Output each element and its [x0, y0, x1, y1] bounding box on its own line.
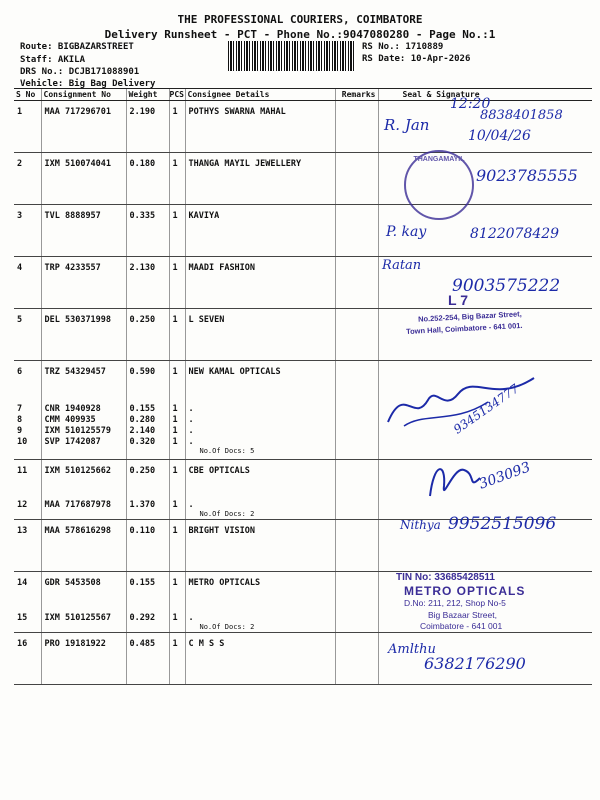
pcs [169, 572, 185, 633]
stamp-text: THANGAMAYIL [413, 156, 465, 163]
stamp-tin: TIN No: 33685428511 [396, 572, 495, 583]
stamp-address: D.No: 211, 212, Shop No-5 [404, 598, 506, 608]
weight: 2.190 [126, 101, 169, 153]
stamp-address: Town Hall, Coimbatore - 641 001. [405, 320, 523, 337]
cons-main: GDR 5453508 [44, 578, 101, 588]
sno: 2 [14, 153, 41, 205]
cons-main: TRZ 54329457 [44, 367, 106, 377]
consignment-no: MAA 578616298 [41, 520, 126, 572]
sig-phone: 6382176290 [424, 654, 526, 673]
pcs: 1 [169, 309, 185, 361]
cons-sub: SVP 1742087 [44, 437, 101, 447]
sno: 3 [14, 205, 41, 257]
stamp-address: Big Bazaar Street, [428, 610, 497, 620]
consignee: C M S S [185, 633, 335, 685]
cons-main: IXM 510125662 [44, 466, 112, 476]
sno-sub: 15 [17, 613, 28, 623]
cons-sub: CNR 1940928 [44, 404, 101, 414]
remarks [335, 101, 378, 153]
weight-sub: 2.140 [129, 426, 156, 436]
sno-sub: 7 [17, 404, 23, 414]
pcs [169, 361, 185, 460]
consignee-sub: . [188, 404, 194, 414]
pcs: 1 [169, 205, 185, 257]
sig-date: 10/04/26 [468, 128, 531, 144]
round-stamp [404, 150, 474, 220]
consignee-sub: . [188, 437, 194, 447]
weight [126, 572, 169, 633]
pcs: 1 [169, 101, 185, 153]
weight-sub: 0.155 [129, 404, 156, 414]
consignment-no [41, 361, 126, 460]
pcs-sub: 1 [172, 426, 178, 436]
col-seal-signature: Seal & Signature [378, 89, 592, 101]
weight-sub: 0.320 [129, 437, 156, 447]
stamp-title: L 7 [448, 292, 468, 308]
consignee [185, 572, 335, 633]
sig-phone: 8122078429 [470, 226, 560, 242]
weight-sub: 0.292 [129, 613, 156, 623]
consignee: MAADI FASHION [185, 257, 335, 309]
col-weight: Weight [126, 89, 169, 101]
sno [14, 460, 41, 520]
consignee: POTHYS SWARNA MAHAL [185, 101, 335, 153]
consignee: THANGA MAYIL JEWELLERY [185, 153, 335, 205]
pcs: 1 [169, 520, 185, 572]
col-consignee: Consignee Details [185, 89, 335, 101]
pcs-main: 1 [172, 367, 178, 377]
cons-sub: MAA 717687978 [44, 500, 112, 510]
pcs: 1 [169, 257, 185, 309]
drs-label: DRS No.: DCJB171088901 [20, 67, 140, 77]
sno-main: 11 [17, 466, 28, 476]
runsheet-subtitle: Delivery Runsheet - PCT - Phone No.:9047080280 - Page No.:1 [104, 28, 496, 41]
consignee-main: METRO OPTICALS [188, 578, 261, 588]
remarks [335, 460, 378, 520]
vehicle-label: Vehicle: Big Bag Delivery [20, 79, 156, 89]
sig-phone: 9952515096 [448, 514, 557, 534]
sig-phone: 9023785555 [476, 166, 578, 185]
weight [126, 460, 169, 520]
consignment-no [41, 460, 126, 520]
pcs-sub: 1 [172, 613, 178, 623]
sno: 5 [14, 309, 41, 361]
consignee-main: NEW KAMAL OPTICALS [188, 367, 281, 377]
sig-phone: 8838401858 [480, 108, 563, 123]
docs-count: No.Of Docs: 2 [199, 510, 255, 518]
sig-name: Ratan [382, 258, 422, 273]
pcs [169, 460, 185, 520]
pcs-sub: 1 [172, 500, 178, 510]
consignment-no: PRO 19181922 [41, 633, 126, 685]
route-label: Route: BIGBAZARSTREET [20, 42, 134, 52]
sno-sub: 8 [17, 415, 23, 425]
sig-name: Nithya [400, 518, 441, 532]
consignment-no: TRP 4233557 [41, 257, 126, 309]
sno: 4 [14, 257, 41, 309]
remarks [335, 633, 378, 685]
rs-number: RS No.: 1710889 [362, 42, 444, 52]
sig-name: Amlthu [388, 642, 436, 657]
consignee: BRIGHT VISION [185, 520, 335, 572]
stamp-address: Coimbatore - 641 001 [420, 621, 503, 631]
consignee [185, 460, 335, 520]
sig-name: P. kay [386, 224, 427, 240]
weight: 0.485 [126, 633, 169, 685]
stamp-address: No.252-254, Big Bazar Street, [417, 309, 522, 324]
weight [126, 361, 169, 460]
consignee: KAVIYA [185, 205, 335, 257]
cons-sub: IXM 510125579 [44, 426, 112, 436]
weight: 2.130 [126, 257, 169, 309]
docs-count: No.Of Docs: 2 [199, 623, 255, 631]
cons-sub: CMM 409935 [44, 415, 96, 425]
consignment-no: MAA 717296701 [41, 101, 126, 153]
weight-sub: 0.280 [129, 415, 156, 425]
pcs-main: 1 [172, 578, 178, 588]
col-pcs: PCS [169, 90, 184, 99]
weight: 0.110 [126, 520, 169, 572]
signature-scribble [424, 456, 484, 506]
weight: 0.335 [126, 205, 169, 257]
sno-sub: 9 [17, 426, 23, 436]
sno-main: 6 [17, 367, 23, 377]
sno-main: 14 [17, 578, 28, 588]
docs-count: No.Of Docs: 5 [199, 447, 255, 455]
pcs-sub: 1 [172, 437, 178, 447]
pcs-main: 1 [172, 466, 178, 476]
sno-sub: 10 [17, 437, 28, 447]
consignment-no: TVL 8888957 [41, 205, 126, 257]
pcs: 1 [169, 633, 185, 685]
pcs-sub: 1 [172, 415, 178, 425]
sno [14, 572, 41, 633]
rs-date: RS Date: 10-Apr-2026 [362, 54, 471, 64]
remarks [335, 153, 378, 205]
pcs: 1 [169, 153, 185, 205]
consignee: L SEVEN [185, 309, 335, 361]
company-title: THE PROFESSIONAL COURIERS, COIMBATORE [177, 13, 423, 26]
sno [14, 361, 41, 460]
staff-label: Staff: AKILA [20, 55, 86, 65]
remarks [335, 257, 378, 309]
col-remarks: Remarks [335, 89, 378, 101]
pcs-sub: 1 [172, 404, 178, 414]
sig-phone: 9345134777 [450, 381, 522, 437]
cons-sub: IXM 510125567 [44, 613, 112, 623]
sig-time: 12:20 [450, 96, 491, 112]
col-consignment: Consignment No [41, 89, 126, 101]
barcode [228, 41, 356, 71]
consignee-sub: . [188, 500, 194, 510]
consignee-main: CBE OPTICALS [188, 466, 250, 476]
weight-sub: 1.370 [129, 500, 156, 510]
weight-main: 0.250 [129, 466, 156, 476]
consignment-no: DEL 530371998 [41, 309, 126, 361]
sig-phone: 303093 [476, 459, 533, 493]
remarks [335, 205, 378, 257]
weight-main: 0.155 [129, 578, 156, 588]
weight: 0.250 [126, 309, 169, 361]
consignee [185, 361, 335, 460]
consignee-sub: . [188, 426, 194, 436]
consignment-no [41, 572, 126, 633]
consignment-no: IXM 510074041 [41, 153, 126, 205]
remarks [335, 572, 378, 633]
sno-sub: 12 [17, 500, 28, 510]
weight: 0.180 [126, 153, 169, 205]
sno: 13 [14, 520, 41, 572]
sno: 1 [14, 101, 41, 153]
col-sno: S No [14, 89, 41, 101]
weight-main: 0.590 [129, 367, 156, 377]
remarks [335, 309, 378, 361]
consignee-sub: . [188, 613, 194, 623]
sno: 16 [14, 633, 41, 685]
sig-name: R. Jan [384, 116, 430, 134]
remarks [335, 520, 378, 572]
table-header-row [14, 89, 592, 101]
sig-phone: 9003575222 [452, 276, 561, 296]
remarks [335, 361, 378, 460]
consignee-sub: . [188, 415, 194, 425]
stamp-name: METRO OPTICALS [404, 584, 526, 598]
